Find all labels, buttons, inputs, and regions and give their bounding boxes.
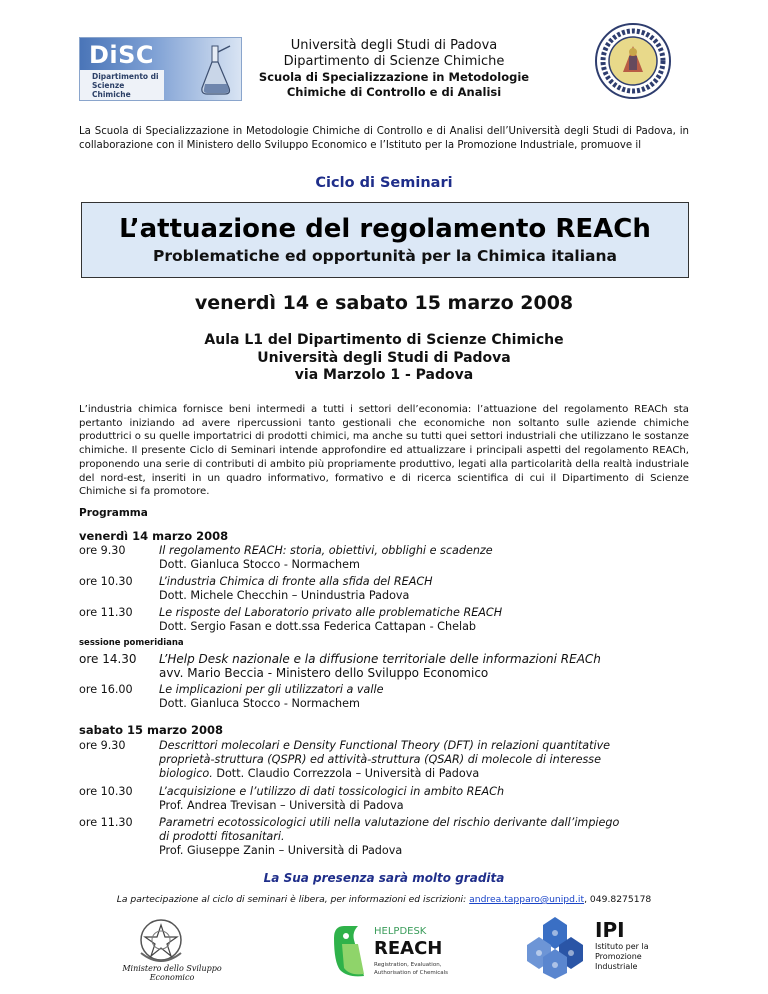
talk-speaker: Prof. Giuseppe Zanin – Università di Padova	[159, 844, 403, 857]
ipi-sub: Istituto per la	[595, 942, 649, 951]
helpdesk-reach: REACH	[374, 938, 443, 959]
talk-title: biologico.	[159, 767, 213, 780]
talk-title: L’industria Chimica di fronte alla sfida del REACH	[159, 575, 433, 588]
talk-title: Le implicazioni per gli utilizzatori a valle	[159, 683, 384, 696]
footer-contact	[0, 894, 768, 905]
talk-speaker: avv. Mario Beccia - Ministero dello Sviluppo Economico	[159, 666, 489, 680]
talk-speaker: Prof. Andrea Trevisan – Università di Padova	[159, 799, 404, 812]
abstract-paragraph: L’industria chimica fornisce beni intermedi a tutti i settori dell’economia: l’attuazione del regolamento REACh sta pertanto iniziando ad avere ripercussioni tanto gestionali che economiche non soltanto sulle aziende chimiche produttrici o su quelle importatrici di prodotti chimici, ma anche su tutti quei settori industriali che utilizzano le sostanze chimiche. Il presente Ciclo di Seminari intende approfondire ed attualizzare i principali aspetti del regolamento REACh, proponendo una serie di contributi di ambito più propriamente produttivo, legati alla particolarità della realtà industriale del nord-est, inseriti in un quadro informativo, formativo e di ricerca scientifica di cui il Dipartimento di Scienze Chimiche si fa promotore.	[79, 404, 689, 498]
school-name-line2: Chimiche di Controllo e di Analisi	[286, 85, 502, 99]
series-label: Ciclo di Seminari	[315, 175, 453, 191]
talk-title: di prodotti fitosanitari.	[159, 830, 285, 843]
footer-phone: , 049.8275178	[584, 894, 652, 905]
talk-time: ore 16.00	[79, 683, 133, 696]
talk-title: Il regolamento REACH: storia, obiettivi, obblighi e scadenze	[159, 544, 493, 557]
talk-time: ore 9.30	[79, 544, 126, 557]
university-seal-icon	[594, 22, 672, 100]
talk-time: ore 10.30	[79, 785, 133, 798]
afternoon-session-label: sessione pomeridiana	[79, 638, 184, 648]
event-dates: venerdì 14 e sabato 15 marzo 2008	[194, 292, 574, 314]
helpdesk-reach-logo	[330, 918, 460, 982]
intro-paragraph: La Scuola di Specializzazione in Metodologie Chimiche di Controllo e di Analisi dell’Università degli Studi di Padova, in collaborazione con il Ministero dello Sviluppo Economico e l’Istituto per la Promozione Industriale, promuove il	[79, 126, 689, 151]
ministry-name: Ministero dello Sviluppo Economico	[122, 964, 222, 982]
talk-title: L’Help Desk nazionale e la diffusione territoriale delle informazioni REACh	[159, 652, 601, 666]
disc-dept-line: Dipartimento di	[92, 72, 159, 81]
talk-speaker: Dott. Michele Checchin – Unindustria Padova	[159, 589, 410, 602]
program-heading: Programma	[79, 507, 148, 519]
disc-dept-line: Chimiche	[92, 90, 131, 99]
talk-title: Descrittori molecolari e Density Functional Theory (DFT) in relazioni quantitative	[159, 739, 611, 752]
disc-dept-line: Scienze	[92, 81, 125, 90]
talk-speaker: Dott. Sergio Fasan e dott.ssa Federica Cattapan - Chelab	[159, 620, 477, 633]
talk-title: Parametri ecotossicologici utili nella valutazione del rischio derivante dall’impiego	[159, 816, 620, 829]
venue-line: Università degli Studi di Padova	[257, 349, 511, 366]
talk-speaker: Dott. Gianluca Stocco - Normachem	[159, 558, 360, 571]
talk-time: ore 11.30	[79, 606, 133, 619]
ipi-logo	[525, 915, 665, 979]
title-box	[81, 202, 689, 278]
school-name-line1: Scuola di Specializzazione in Metodologie	[258, 70, 530, 84]
talk-time: ore 14.30	[79, 652, 137, 666]
university-name: Università degli Studi di Padova	[290, 38, 498, 53]
venue	[0, 332, 768, 385]
helpdesk-sub: Authorisation of Chemicals	[374, 970, 448, 976]
talk-speaker: Dott. Claudio Correzzola – Università di Padova	[216, 767, 480, 780]
talk-title: proprietà-struttura (QSPR) ed attività-struttura (QSAR) di molecole di interesse	[159, 753, 601, 766]
event-title: L’attuazione del regolamento REACh	[119, 214, 651, 244]
talk-title: Le risposte del Laboratorio privato alle problematiche REACH	[159, 606, 503, 619]
venue-line: Aula L1 del Dipartimento di Scienze Chimiche	[204, 332, 564, 348]
closing-note: La Sua presenza sarà molto gradita	[263, 871, 505, 885]
helpdesk-label: HELPDESK	[374, 926, 427, 937]
ipi-name: IPI	[595, 918, 625, 942]
day1-date: venerdì 14 marzo 2008	[79, 529, 229, 543]
footer-text: La partecipazione al ciclo di seminari è libera, per informazioni ed iscrizioni:	[116, 894, 467, 905]
event-subtitle: Problematiche ed opportunità per la Chimica italiana	[152, 247, 618, 265]
ipi-sub: Industriale	[595, 962, 638, 971]
talk-time: ore 10.30	[79, 575, 133, 588]
flask-icon	[198, 44, 234, 96]
email-link[interactable]: andrea.tapparo@unipd.it	[469, 894, 585, 905]
ipi-sub: Promozione	[595, 952, 642, 961]
disc-logo-dept	[80, 70, 164, 100]
talk-time: ore 11.30	[79, 816, 133, 829]
disc-logo	[79, 37, 242, 101]
venue-line: via Marzolo 1 - Padova	[294, 367, 474, 383]
university-header	[240, 38, 548, 100]
talk-time: ore 9.30	[79, 739, 126, 752]
day2-date: sabato 15 marzo 2008	[79, 723, 224, 737]
talk-speaker: Dott. Gianluca Stocco - Normachem	[159, 697, 360, 710]
talk-title: L’acquisizione e l’utilizzo di dati tossicologici in ambito REACh	[159, 785, 505, 798]
disc-logo-word: DiSC	[89, 41, 155, 69]
department-name: Dipartimento di Scienze Chimiche	[283, 54, 505, 69]
helpdesk-sub: Registration, Evaluation,	[374, 962, 442, 968]
